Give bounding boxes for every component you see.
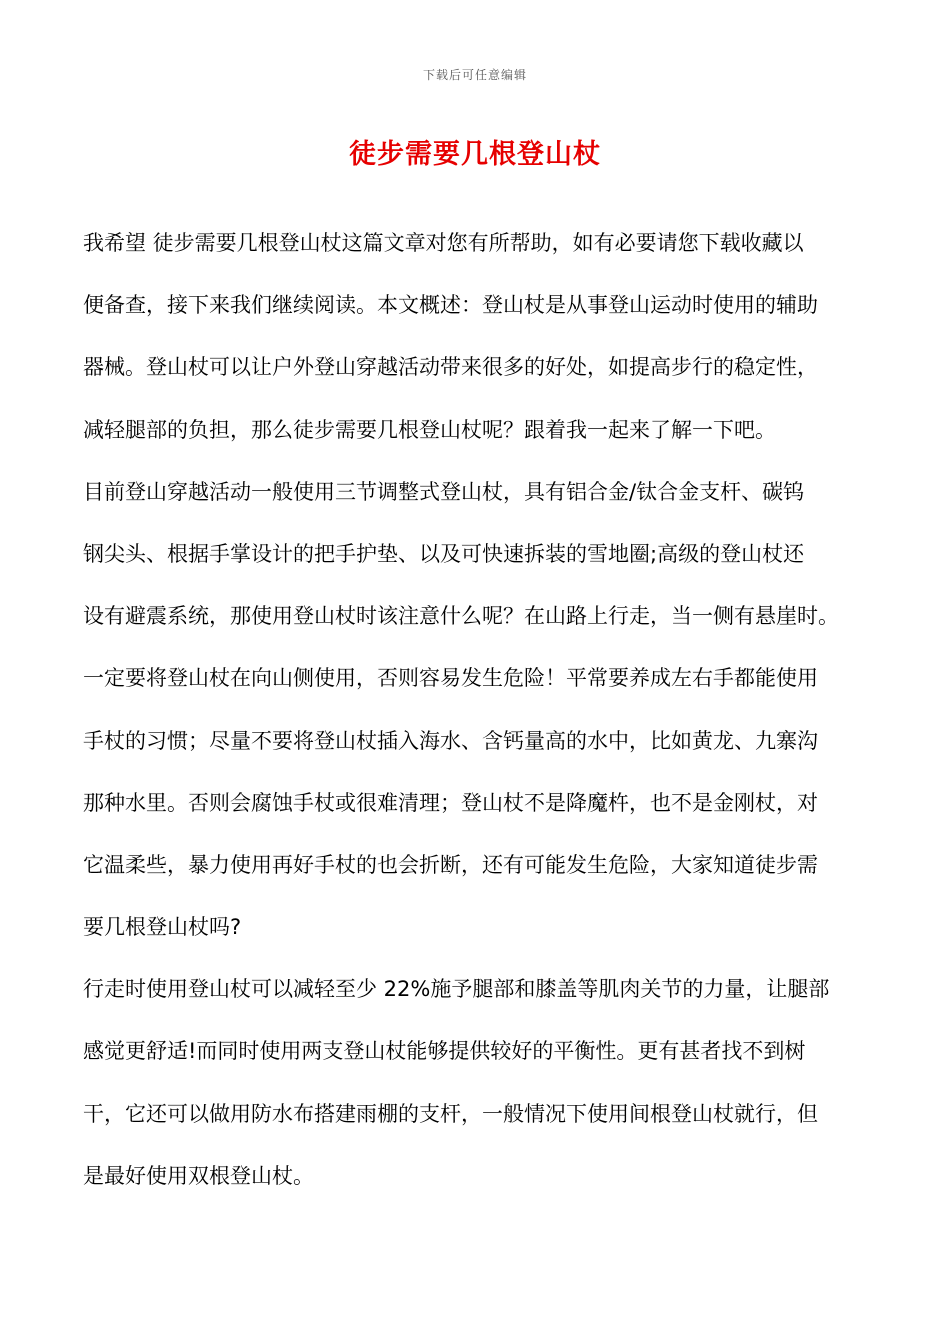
- paragraph-line: 是最好使用双根登山杖。: [83, 1163, 314, 1188]
- paragraph-line: 设有避震系统，那使用登山杖时该注意什么呢？在山路上行走，当一侧有悬崖时。: [83, 604, 839, 629]
- paragraph-line: 一定要将登山杖在向山侧使用，否则容易发生危险！平常要养成左右手都能使用: [83, 666, 818, 691]
- paragraph-line: 便备查，接下来我们继续阅读。本文概述：登山杖是从事登山运动时使用的辅助: [83, 293, 818, 318]
- paragraph-1: [83, 212, 883, 461]
- document-title: 徒步需要几根登山杖: [349, 139, 601, 170]
- paragraph-line: 它温柔些，暴力使用再好手杖的也会折断，还有可能发生危险，大家知道徒步需: [83, 852, 818, 877]
- paragraph-line: 要几根登山杖吗?: [83, 915, 242, 940]
- paragraph-2: [83, 461, 883, 959]
- paragraph-line: 器械。登山杖可以让户外登山穿越活动带来很多的好处，如提高步行的稳定性，: [83, 355, 818, 380]
- paragraph-line: 钢尖头、根据手掌设计的把手护垫、以及可快速拆装的雪地圈;高级的登山杖还: [83, 541, 805, 566]
- paragraph-line: 行走时使用登山杖可以减轻至少 22%施予腿部和膝盖等肌肉关节的力量，让腿部: [83, 977, 830, 1002]
- paragraph-3: [83, 958, 883, 1207]
- paragraph-line: 手杖的习惯；尽量不要将登山杖插入海水、含钙量高的水中，比如黄龙、九寨沟: [83, 728, 818, 753]
- paragraph-line: 感觉更舒适!而同时使用两支登山杖能够提供较好的平衡性。更有甚者找不到树: [83, 1039, 806, 1064]
- paragraph-line: 我希望 徒步需要几根登山杖这篇文章对您有所帮助，如有必要请您下载收藏以: [83, 231, 804, 255]
- paragraph-line: 减轻腿部的负担，那么徒步需要几根登山杖呢？跟着我一起来了解一下吧。: [83, 417, 776, 442]
- paragraph-line: 那种水里。否则会腐蚀手杖或很难清理；登山杖不是降魔杵，也不是金刚杖，对: [83, 790, 818, 815]
- document-body: [83, 212, 883, 1207]
- header-note: 下载后可任意编辑: [422, 68, 527, 82]
- paragraph-line: 目前登山穿越活动一般使用三节调整式登山杖，具有铝合金/钛合金支杆、碳钨: [83, 479, 805, 504]
- paragraph-line: 干，它还可以做用防水布搭建雨棚的支杆，一般情况下使用间根登山杖就行，但: [83, 1101, 818, 1126]
